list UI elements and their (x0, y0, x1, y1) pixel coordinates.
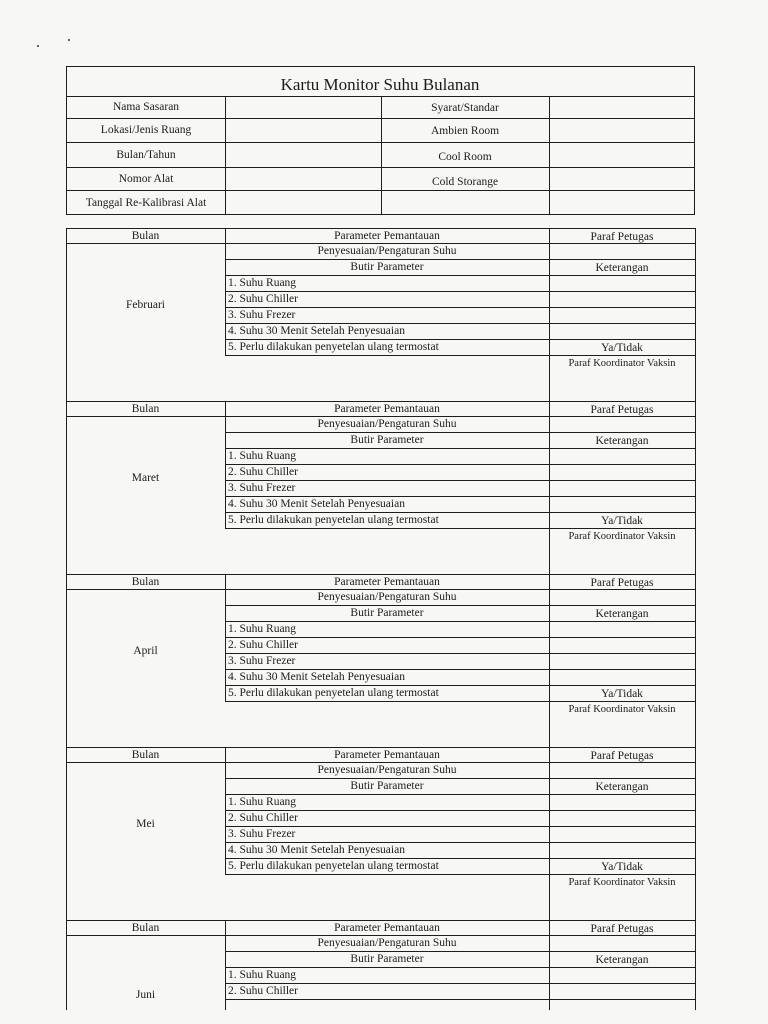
penyesuaian-label: Penyesuaian/Pengaturan Suhu (317, 591, 457, 603)
parameter-penyetelan-ulang: 5. Perlu dilakukan penyetelan ulang termostat (228, 514, 439, 526)
month-label: Februari (126, 299, 165, 311)
month-label: Mei (136, 818, 155, 830)
keterangan-label: Keterangan (595, 608, 649, 620)
bulan-header: Bulan (131, 230, 160, 242)
parameter-suhu-30-menit: 4. Suhu 30 Menit Setelah Penyesuaian (228, 325, 405, 337)
parameter-pemantauan-header: Parameter Pemantauan (334, 922, 440, 934)
parameter-suhu-ruang: 1. Suhu Ruang (228, 450, 297, 462)
penyesuaian-label: Penyesuaian/Pengaturan Suhu (317, 418, 457, 430)
parameter-suhu-30-menit: 4. Suhu 30 Menit Setelah Penyesuaian (228, 498, 405, 510)
month-label: April (133, 645, 158, 657)
keterangan-label: Keterangan (595, 781, 649, 793)
keterangan-label: Keterangan (595, 262, 649, 274)
ya-tidak-label: Ya/Tidak (601, 515, 643, 527)
parameter-penyetelan-ulang: 5. Perlu dilakukan penyetelan ulang termostat (228, 860, 439, 872)
ya-tidak-label: Ya/Tidak (601, 342, 643, 354)
label-cold-storange: Cold Storange (431, 176, 499, 188)
paraf-petugas-header: Paraf Petugas (590, 577, 654, 589)
keterangan-label: Keterangan (595, 954, 649, 966)
parameter-suhu-chiller: 2. Suhu Chiller (228, 985, 298, 997)
month-label: Maret (131, 472, 160, 484)
butir-parameter-label: Butir Parameter (350, 780, 424, 792)
paraf-petugas-header: Paraf Petugas (590, 231, 654, 243)
parameter-pemantauan-header: Parameter Pemantauan (334, 403, 440, 415)
parameter-suhu-frezer: 3. Suhu Frezer (228, 828, 296, 840)
scan-speck (37, 45, 39, 47)
bulan-header: Bulan (131, 576, 160, 588)
bulan-header: Bulan (131, 403, 160, 415)
parameter-suhu-ruang: 1. Suhu Ruang (228, 277, 297, 289)
bulan-header: Bulan (131, 749, 160, 761)
parameter-suhu-frezer: 3. Suhu Frezer (228, 655, 296, 667)
parameter-pemantauan-header: Parameter Pemantauan (334, 749, 440, 761)
month-label: Juni (135, 989, 156, 1001)
keterangan-label: Keterangan (595, 435, 649, 447)
card-title: Kartu Monitor Suhu Bulanan (280, 75, 480, 94)
butir-parameter-label: Butir Parameter (350, 434, 424, 446)
parameter-penyetelan-ulang: 5. Perlu dilakukan penyetelan ulang termostat (228, 687, 439, 699)
parameter-pemantauan-header: Parameter Pemantauan (334, 230, 440, 242)
paraf-koordinator-label: Paraf Koordinator Vaksin (568, 358, 676, 369)
parameter-suhu-chiller: 2. Suhu Chiller (228, 466, 298, 478)
label-bulan-tahun: Bulan/Tahun (116, 149, 176, 161)
ya-tidak-label: Ya/Tidak (601, 861, 643, 873)
paraf-petugas-header: Paraf Petugas (590, 923, 654, 935)
penyesuaian-label: Penyesuaian/Pengaturan Suhu (317, 764, 457, 776)
paraf-petugas-header: Paraf Petugas (590, 750, 654, 762)
label-tanggal-rekalibrasi: Tanggal Re-Kalibrasi Alat (85, 197, 207, 209)
butir-parameter-label: Butir Parameter (350, 607, 424, 619)
label-nama-sasaran: Nama Sasaran (112, 101, 180, 113)
parameter-suhu-ruang: 1. Suhu Ruang (228, 796, 297, 808)
label-lokasi-jenis-ruang: Lokasi/Jenis Ruang (100, 124, 192, 136)
butir-parameter-label: Butir Parameter (350, 953, 424, 965)
parameter-pemantauan-header: Parameter Pemantauan (334, 576, 440, 588)
label-ambien-room: Ambien Room (430, 125, 500, 137)
paraf-koordinator-label: Paraf Koordinator Vaksin (568, 704, 676, 715)
parameter-suhu-chiller: 2. Suhu Chiller (228, 639, 298, 651)
parameter-suhu-frezer: 3. Suhu Frezer (228, 309, 296, 321)
ya-tidak-label: Ya/Tidak (601, 688, 643, 700)
penyesuaian-label: Penyesuaian/Pengaturan Suhu (317, 245, 457, 257)
parameter-suhu-30-menit: 4. Suhu 30 Menit Setelah Penyesuaian (228, 844, 405, 856)
penyesuaian-label: Penyesuaian/Pengaturan Suhu (317, 937, 457, 949)
parameter-suhu-chiller: 2. Suhu Chiller (228, 293, 298, 305)
parameter-suhu-frezer: 3. Suhu Frezer (228, 482, 296, 494)
paraf-koordinator-label: Paraf Koordinator Vaksin (568, 531, 676, 542)
bulan-header: Bulan (131, 922, 160, 934)
label-nomor-alat: Nomor Alat (118, 173, 174, 185)
paraf-petugas-header: Paraf Petugas (590, 404, 654, 416)
paraf-koordinator-label: Paraf Koordinator Vaksin (568, 877, 676, 888)
label-syarat-standar: Syarat/Standar (431, 102, 499, 114)
butir-parameter-label: Butir Parameter (350, 261, 424, 273)
scan-speck (68, 39, 70, 41)
parameter-suhu-ruang: 1. Suhu Ruang (228, 969, 297, 981)
parameter-suhu-30-menit: 4. Suhu 30 Menit Setelah Penyesuaian (228, 671, 405, 683)
parameter-penyetelan-ulang: 5. Perlu dilakukan penyetelan ulang termostat (228, 341, 439, 353)
parameter-suhu-chiller: 2. Suhu Chiller (228, 812, 298, 824)
label-cool-room: Cool Room (438, 151, 492, 163)
parameter-suhu-ruang: 1. Suhu Ruang (228, 623, 297, 635)
